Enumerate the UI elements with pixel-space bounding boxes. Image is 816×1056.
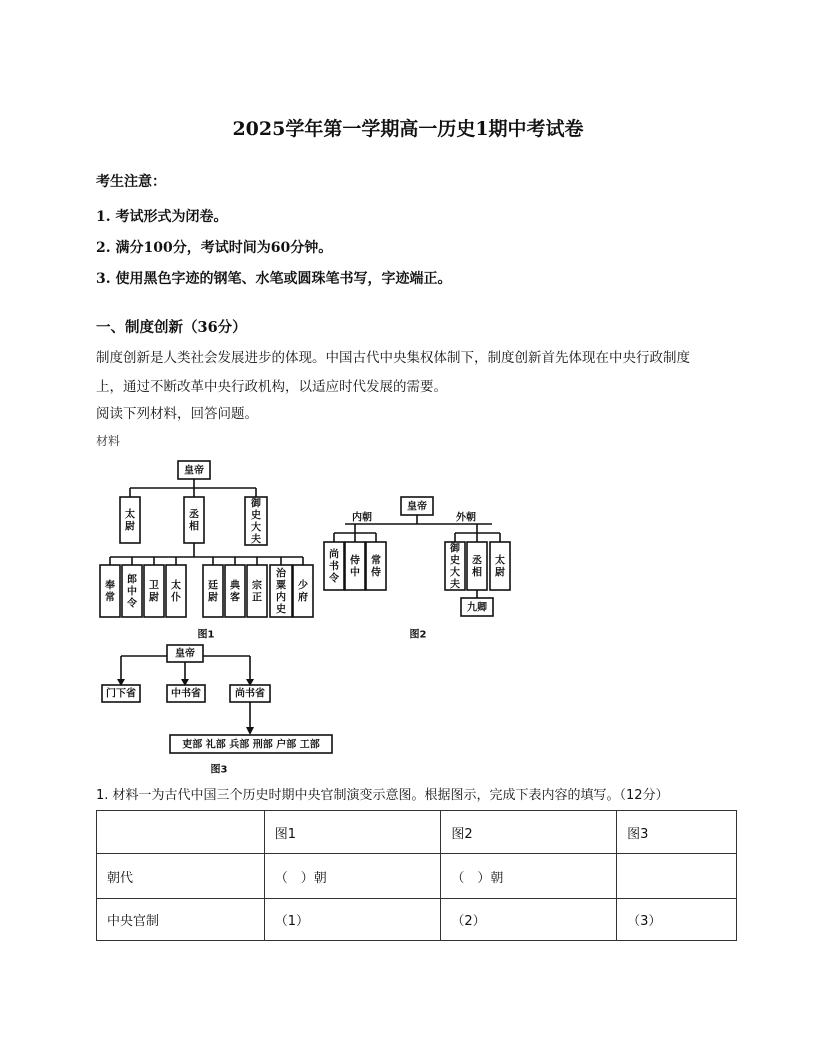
table-header-cell: 图1 <box>264 811 441 854</box>
material-label: 材料 <box>96 434 121 448</box>
fig3-ministries-label: 吏部 礼部 兵部 刑部 户部 工部 <box>182 739 320 751</box>
table-cell: 朝代 <box>97 854 265 899</box>
fig1-minister-label: 太仆 <box>171 580 181 604</box>
fig2-nine-ministers-label: 九卿 <box>467 602 487 614</box>
instruction-text: 阅读下列材料，回答问题。 <box>96 406 258 422</box>
fig2-inner-office-label: 常侍 <box>371 555 381 579</box>
notice-rule: 2. 满分100分，考试时间为60分钟。 <box>96 240 333 256</box>
fig2-emperor-label: 皇帝 <box>407 501 427 513</box>
table-cell: （3） <box>617 899 737 941</box>
table-cell <box>617 854 737 899</box>
fig3-caption: 图3 <box>210 764 228 776</box>
page-title: 2025学年第一学期高一历史1期中考试卷 <box>232 118 584 140</box>
fig1-office-label: 丞相 <box>189 509 199 533</box>
fig3-department-label: 中书省 <box>171 688 201 700</box>
answer-table <box>96 810 737 941</box>
fig1-caption: 图1 <box>197 629 215 641</box>
notice-rule: 3. 使用黑色字迹的钢笔、水笔或圆珠笔书写，字迹端正。 <box>96 271 452 287</box>
fig2-inner-office-label: 侍中 <box>350 555 360 579</box>
intro-line: 制度创新是人类社会发展进步的体现。中国古代中央集权体制下，制度创新首先体现在中央行政制度 <box>96 350 690 366</box>
fig3-emperor-label: 皇帝 <box>175 648 195 660</box>
fig1-emperor-label: 皇帝 <box>184 465 204 477</box>
section-heading: 一、制度创新（36分） <box>96 319 247 336</box>
table-cell: （ ）朝 <box>264 854 441 899</box>
fig2-caption: 图2 <box>409 629 427 641</box>
notice-rule: 1. 考试形式为闭卷。 <box>96 209 228 225</box>
fig1-minister-label: 典客 <box>230 580 240 604</box>
fig1-office-label: 御史大夫 <box>251 498 261 546</box>
fig1-minister-label: 廷尉 <box>208 580 218 604</box>
fig1-minister-label: 治粟内史 <box>276 568 286 616</box>
official-system-diagrams <box>0 450 816 780</box>
fig2-inner-court-label: 内朝 <box>352 512 372 524</box>
fig1-minister-label: 少府 <box>298 580 308 604</box>
intro-line: 上，通过不断改革中央行政机构，以适应时代发展的需要。 <box>96 379 447 395</box>
fig3-department-label: 门下省 <box>106 688 136 700</box>
notice-heading: 考生注意： <box>96 174 166 190</box>
table-cell: （2） <box>441 899 617 941</box>
fig1-minister-label: 宗正 <box>252 580 262 604</box>
fig1-minister-label: 卫尉 <box>149 580 159 604</box>
fig1-minister-label: 郎中令 <box>127 574 137 610</box>
table-header-cell <box>97 811 265 854</box>
table-header-cell: 图3 <box>617 811 737 854</box>
fig2-outer-office-label: 太尉 <box>495 555 505 579</box>
question-1-text: 1. 材料一为古代中国三个历史时期中央官制演变示意图。根据图示，完成下表内容的填写。（12分） <box>96 788 669 803</box>
fig1-minister-label: 奉常 <box>105 580 115 604</box>
fig1-office-label: 太尉 <box>125 509 135 533</box>
table-cell: 中央官制 <box>97 899 265 941</box>
table-header-cell: 图2 <box>441 811 617 854</box>
fig2-inner-office-label: 尚书令 <box>329 549 339 585</box>
fig2-outer-court-label: 外朝 <box>456 512 476 524</box>
table-cell: （1） <box>264 899 441 941</box>
table-cell: （ ）朝 <box>441 854 617 899</box>
fig2-outer-office-label: 丞相 <box>472 555 482 579</box>
fig3-department-label: 尚书省 <box>235 688 265 700</box>
fig2-outer-office-label: 御史大夫 <box>450 543 460 591</box>
